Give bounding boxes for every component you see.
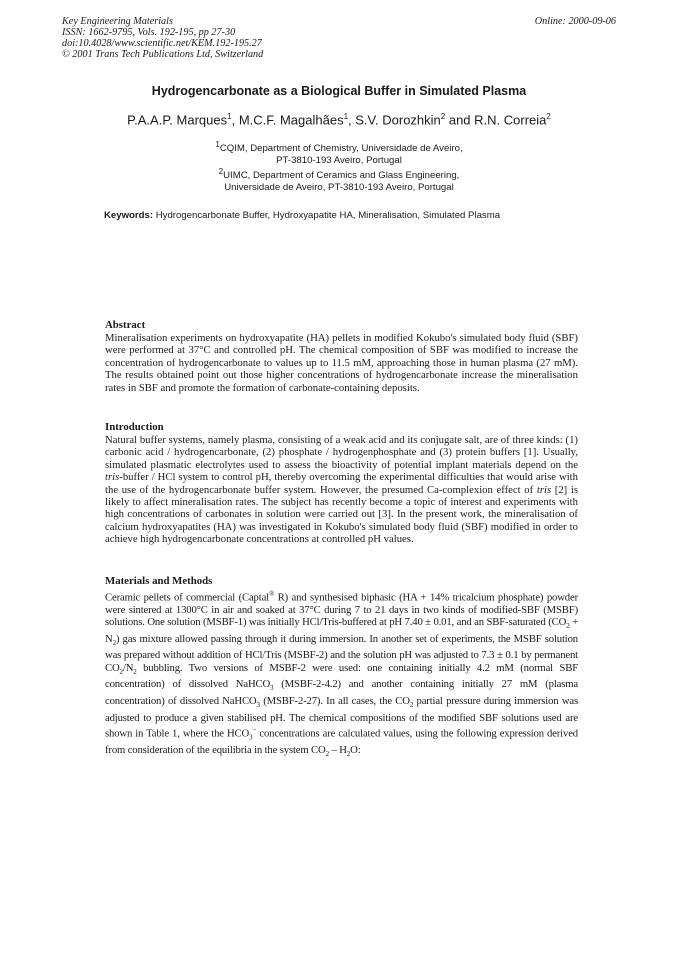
affiliation-1 [0,139,678,167]
issn-line: ISSN: 1662-9795, Vols. 192-195, pp 27-30 [62,27,236,38]
author-separator: , [231,112,239,128]
methods-section [105,575,578,761]
keywords-label: Keywords: [104,210,154,221]
introduction-section [105,421,578,546]
introduction-heading: Introduction [105,421,164,433]
journal-name: Key Engineering Materials [62,16,173,27]
author-affiliation-mark: 2 [546,112,551,121]
author-separator: , [348,112,356,128]
copyright-line: © 2001 Trans Tech Publications Ltd, Switzerland [62,49,264,60]
introduction-text: Natural buffer systems, namely plasma, consisting of a weak acid and its conjugate salt, are of three kinds: (1) carbonic acid / hydrogencarbonate, (2) phosphate / hydrogenphosphate and (3) protein buffers [1]. Usually, simulated plasmatic electrolytes used to assess the bioactivity of potential implant materials depend on the tris-buffer / HCl system to control pH, thereby overcoming the experimental difficulties that would arise with the use of the hydrogencarbonate buffer system. However, the presumed Ca-complexion effect of tris [2] is likely to affect mineralisation rates. The subject has recently become a topic of interest and experiments with high concentrations of carbonates in solution were carried out [3]. In the present work, the mineralisation of calcium hydroxyapatites (HA) was investigated in Kokubo's simulated body fluid (SBF) modified in order to achieve high hydrogencarbonate concentrations at controlled pH values. [105,434,579,546]
abstract-section [105,319,578,394]
author-affiliation-mark: 2 [440,112,446,121]
keywords [104,210,500,221]
abstract-heading: Abstract [105,319,146,331]
affiliation-2 [0,166,678,194]
affiliation-line: CQIM, Department of Chemistry, Universidade de Aveiro, [219,143,463,155]
methods-heading: Materials and Methods [105,575,213,587]
paper-title: Hydrogencarbonate as a Biological Buffer in Simulated Plasma [151,84,527,98]
online-date: Online: 2000-09-06 [534,16,616,27]
author-and: and [445,112,475,128]
author-affiliation-mark: 1 [343,112,349,121]
affiliation-mark: 1 [215,140,220,149]
author-name: P.A.A.P. Marques [127,112,228,128]
affiliation-line: UIMC, Department of Ceramics and Glass Engineering, [223,170,460,182]
author-name: R.N. Correia [474,112,547,128]
doi-line: doi:10.4028/www.scientific.net/KEM.192-195.27 [62,38,262,49]
abstract-text: Mineralisation experiments on hydroxyapatite (HA) pellets in modified Kokubo's simulated body fluid (SBF) were performed at 37°C and controlled pH. The chemical composition of SBF was modified to increase the concentration of hydrogencarbonate to values up to 11.5 mM, approaching those in human plasma (27 mM). The results obtained point out those higher concentrations of hydrogencarbonate increase the mineralisation rates in SBF and promote the formation of carbonate-containing deposits. [105,332,578,394]
methods-text: Ceramic pellets of commercial (Captal® R) and synthesised biphasic (HA + 14% tricalcium phosphate) powder were sintered at 1300°C in air and soaked at 37°C during 7 to 21 days in two kinds of modified-SBF (MSBF) solutions. One solution (MSBF-1) was initially HCl/Tris-buffered at pH 7.40 ± 0.01, and an SBF-saturated $(CO_2 + N_2)$ gas mixture allowed passing through it during immersion. In another set of experiments, the MSBF solution was prepared without addition of HCl/Tris (MSBF-2) and the solution pH was adjusted to 7.3 ± 0.1 by permanent $CO_2/N_2$ bubbling. Two versions of MSBF-2 were used: one containing initially 4.2 mM (normal SBF concentration) of dissolved NaHCO$_3$ (MSBF-2-4.2) and another containing initially 27 mM (plasma concentration) of dissolved NaHCO$_3$ (MSBF-2-27). In all cases, the $CO_2$ partial pressure during immersion was adjusted to produce a given stabilised pH. The chemical compositions of the modified SBF solutions used are shown in Table 1, where the $HCO_3^-$ concentrations are calculated values, using the following expression derived from consideration of the equilibria in the system $CO_2 - H_2O$: [105,590,579,759]
author-list [0,112,678,127]
author-affiliation-mark: 1 [227,112,232,121]
author-name: S.V. Dorozhkin [355,112,441,128]
journal-header [62,16,263,60]
affiliation-mark: 2 [218,167,224,176]
affiliation-line: Universidade de Aveiro, PT-3810-193 Aveiro, Portugal [224,182,454,194]
affiliation-line: PT-3810-193 Aveiro, Portugal [276,155,402,167]
author-name: M.C.F. Magalhães [238,112,344,128]
keywords-text: Hydrogencarbonate Buffer, Hydroxyapatite HA, Mineralisation, Simulated Plasma [155,210,501,221]
